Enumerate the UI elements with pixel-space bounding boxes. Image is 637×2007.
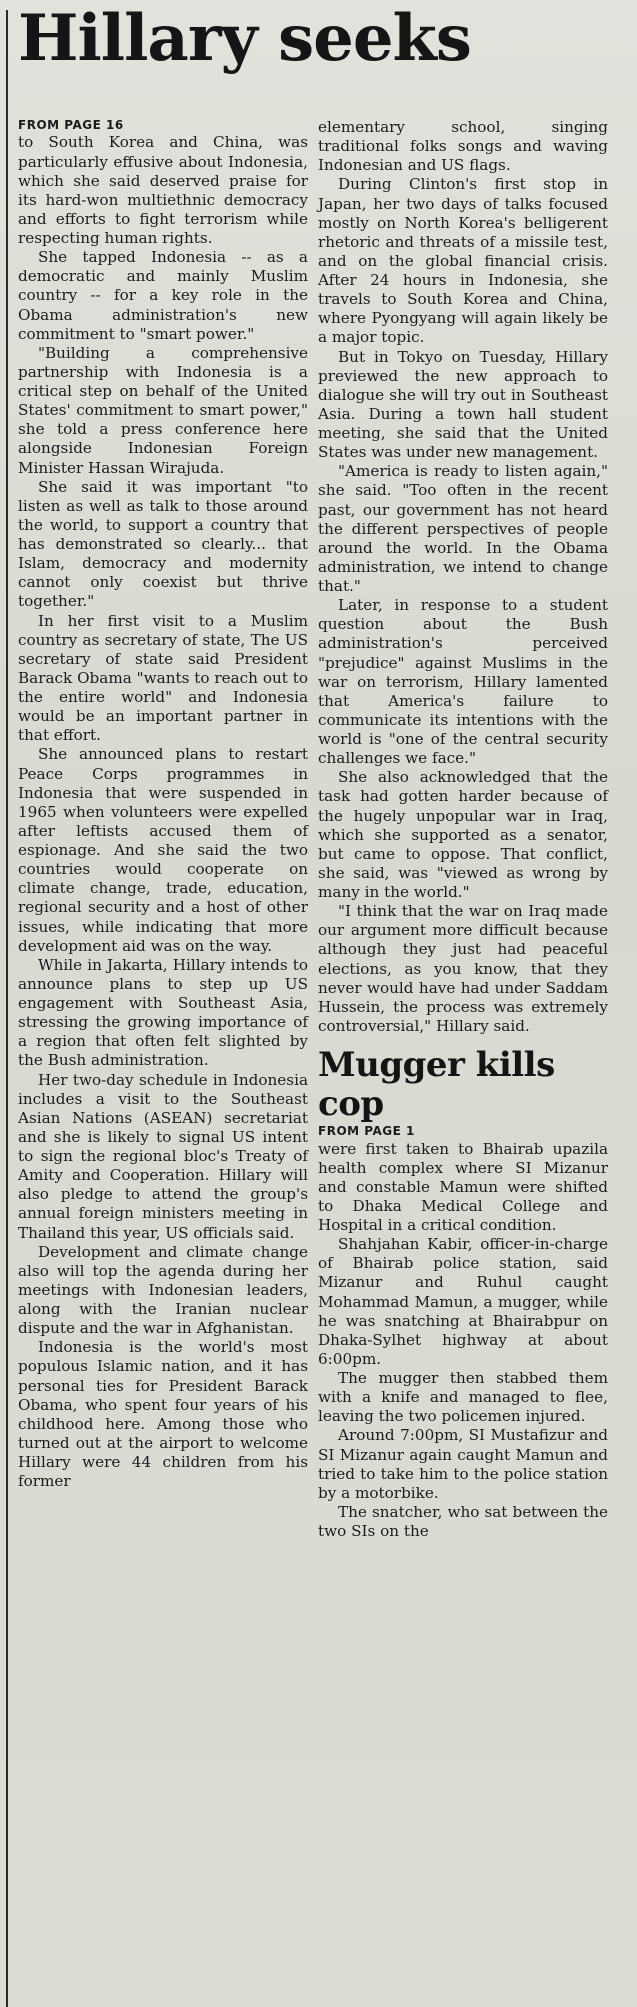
story1-left-column xyxy=(18,118,308,1491)
story2-paragraph: Around 7:00pm, SI Mustafizur and SI Mizanur again caught Mamun and tried to take him to the police station by a motorbike. xyxy=(318,1426,608,1502)
story1-paragraph: "I think that the war on Iraq made our argument more difficult because although they just had peaceful elections, as you know, that they never would have had under Saddam Hussein, the process was extremely controversial," Hillary said. xyxy=(318,902,608,1035)
story1-paragraph: She tapped Indonesia -- as a democratic and mainly Muslim country -- for a key role in the Obama administration's new commitment to "smart power." xyxy=(18,248,308,343)
headline-hillary-seeks: Hillary seeks xyxy=(18,1,471,76)
story1-paragraph: In her first visit to a Muslim country as secretary of state, The US secretary of state said President Barack Obama "wants to reach out to the entire world" and Indonesia would be an important partner in that effort. xyxy=(18,611,308,745)
story2-paragraph: Shahjahan Kabir, officer-in-charge of Bhairab police station, said Mizanur and Ruhul caught Mohammad Mamun, a mugger, while he was snatching at Bhairabpur on Dhaka-Sylhet highway at about 6:00pm. xyxy=(318,1235,608,1368)
story1-paragraph: "Building a comprehensive partnership with Indonesia is a critical step on behalf of the United States' commitment to smart power," she told a press conference here alongside Indonesian Foreign Minister Hassan Wirajuda. xyxy=(18,343,308,477)
right-column xyxy=(318,118,608,1541)
story1-dateline: FROM PAGE 16 xyxy=(18,118,124,132)
story1-paragraph: "America is ready to listen again," she said. "Too often in the recent past, our government has not heard the different perspectives of people around the world. In the Obama administration, we intend to change that." xyxy=(318,462,608,595)
story1-paragraph: elementary school, singing traditional folks songs and waving Indonesian and US flags. xyxy=(318,118,608,175)
story1-paragraph: Development and climate change also will top the agenda during her meetings with Indonesian leaders, along with the Iranian nuclear dispute and the war in Afghanistan. xyxy=(18,1242,308,1338)
story1-paragraph: She said it was important "to listen as well as talk to those around the world, to support a country that has demonstrated so clearly... that Islam, democracy and modernity cannot only coexist but thrive together." xyxy=(18,477,308,611)
story2-dateline: FROM PAGE 1 xyxy=(318,1124,415,1139)
column-rule xyxy=(6,10,8,2007)
story2-paragraph: The snatcher, who sat between the two SIs on the xyxy=(318,1502,608,1541)
story2-paragraph: The mugger then stabbed them with a knife and managed to flee, leaving the two policemen injured. xyxy=(318,1369,608,1426)
story1-paragraph: She also acknowledged that the task had gotten harder because of the hugely unpopular war in Iraq, which she supported as a senator, but came to oppose. That conflict, she said, was "viewed as wrong by many in the world." xyxy=(318,768,608,901)
story1-paragraph: She announced plans to restart Peace Corps programmes in Indonesia that were suspended in 1965 when volunteers were expelled after leftists accused them of espionage. And she said the two countries would cooperate on climate change, trade, education, regional security and a host of other issues, while indicating that more development aid was on the way. xyxy=(18,745,308,955)
story1-paragraph: Later, in response to a student question about the Bush administration's perceived "prejudice" against Muslims in the war on terrorism, Hillary lamented that America's failure to communicate its intentions with the world is "one of the central security challenges we face." xyxy=(318,596,608,768)
story1-paragraph: to South Korea and China, was particularly effusive about Indonesia, which she said deserved praise for its hard-won multiethnic democracy and efforts to fight terrorism while respecting human rights. xyxy=(18,133,308,248)
story1-paragraph: While in Jakarta, Hillary intends to announce plans to step up US engagement with Southeast Asia, stressing the growing importance of a region that often felt slighted by the Bush administration. xyxy=(18,955,308,1070)
story1-paragraph: Her two-day schedule in Indonesia includes a visit to the Southeast Asian Nations (ASEAN) secretariat and she is likely to signal US intent to sign the regional bloc's Treaty of Amity and Cooperation. Hillary will also pledge to attend the group's annual foreign ministers meeting in Thailand this year, US officials said. xyxy=(18,1070,308,1242)
story1-paragraph: During Clinton's first stop in Japan, her two days of talks focused mostly on North Korea's belligerent rhetoric and threats of a missile test, and on the global financial crisis. After 24 hours in Indonesia, she travels to South Korea and China, where Pyongyang will again likely be a major topic. xyxy=(318,175,608,347)
headline-mugger-kills-cop: Mugger kills cop xyxy=(318,1045,555,1125)
story1-paragraph: Indonesia is the world's most populous Islamic nation, and it has personal ties for President Barack Obama, who spent four years of his childhood here. Among those who turned out at the airport to welcome Hillary were 44 children from his former xyxy=(18,1338,308,1491)
story2-paragraph: were first taken to Bhairab upazila health complex where SI Mizanur and constable Mamun were shifted to Dhaka Medical College and Hospital in a critical condition. xyxy=(318,1139,608,1235)
story1-paragraph: But in Tokyo on Tuesday, Hillary previewed the new approach to dialogue she will try out in Southeast Asia. During a town hall student meeting, she said that the United States was under new management. xyxy=(318,347,608,462)
